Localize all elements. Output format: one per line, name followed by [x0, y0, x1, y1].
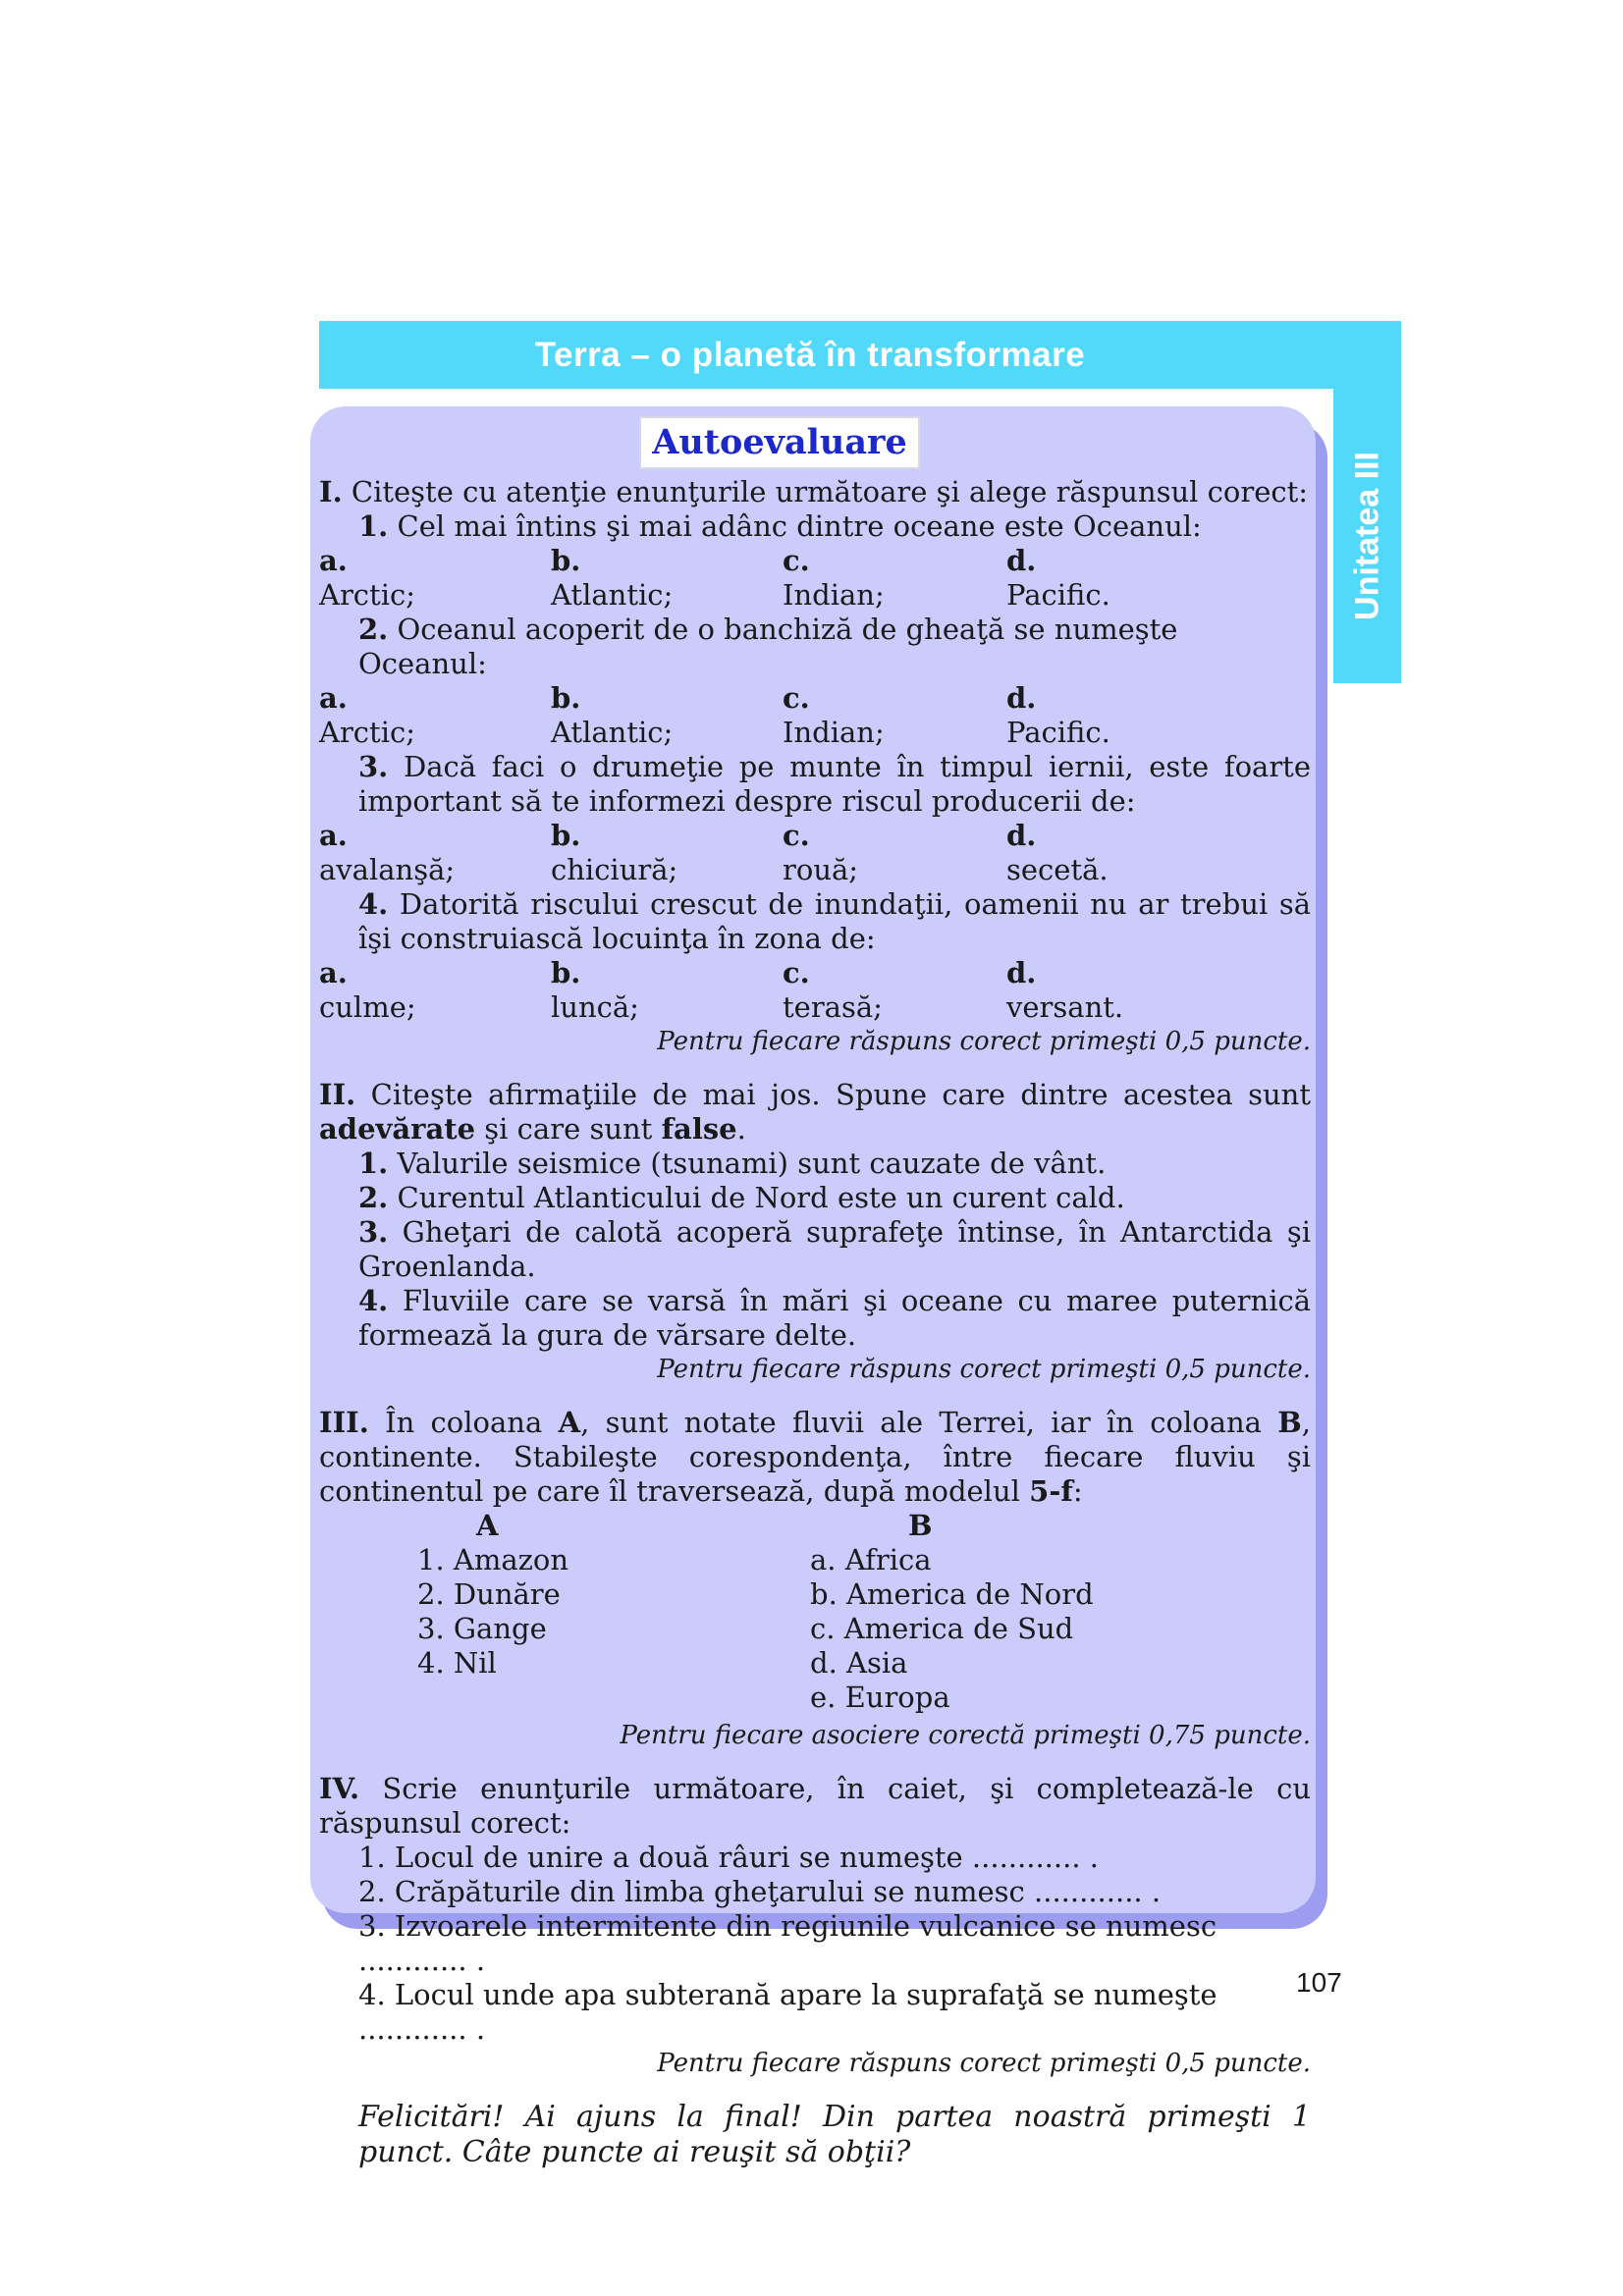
list-item: 4. Nil	[417, 1646, 497, 1680]
section-number: I.	[319, 475, 343, 508]
chapter-title: Terra – o planetă în transformare	[534, 336, 1086, 374]
option-a: a. avalanşă;	[319, 819, 456, 886]
question-number: 2.	[358, 613, 389, 646]
option-d: d. secetă.	[1006, 819, 1109, 886]
option-b: b. chiciură;	[551, 819, 678, 886]
section-number: II.	[319, 1078, 356, 1111]
question-text: Datorită riscului crescut de inundaţii, oamenii nu ar trebui să îşi construiască locuinţa în zona de:	[358, 887, 1312, 955]
statement-2: 2. Curentul Atlanticului de Nord este un curent cald.	[358, 1181, 1125, 1214]
score-note: Pentru fiecare asociere corectă primeşti 0,75 puncte.	[620, 1721, 1311, 1750]
question-1	[319, 509, 1311, 544]
keyword-false: false	[661, 1112, 737, 1146]
question-number: 4.	[358, 887, 389, 921]
options-row	[319, 956, 1311, 1025]
list-item: 2. Dunăre	[417, 1577, 561, 1611]
page-number: 107	[1296, 1967, 1342, 1998]
option-d: d. Pacific.	[1006, 544, 1110, 612]
question-text: Dacă faci o drumeţie pe munte în timpul iernii, este foarte important să te informezi despre riscul producerii de:	[358, 750, 1311, 818]
column-b-header: B	[908, 1509, 933, 1542]
fill-item-2: 2. Crăpăturile din limba gheţarului se numesc ............ .	[358, 1875, 1162, 1908]
list-item: e. Europa	[810, 1681, 950, 1714]
option-b: b. Atlantic;	[551, 544, 674, 612]
closing-message: Felicitări! Ai ajuns la final! Din partea noastră primeşti 1 punct. Câte puncte ai reuşit să obţii?	[358, 2100, 1311, 2169]
list-item: a. Africa	[810, 1543, 932, 1576]
exercise-content	[319, 475, 1311, 2170]
column-a	[417, 1509, 568, 1681]
statement-4: 4. Fluviile care se varsă în mări şi oceane cu maree puternică formează la gura de vărsare delte.	[358, 1284, 1312, 1352]
option-a: a. Arctic;	[319, 681, 415, 749]
unit-side-tab	[1333, 389, 1401, 683]
option-b: b. luncă;	[551, 956, 639, 1024]
question-text: Cel mai întins şi mai adânc dintre oceane este Oceanul:	[397, 509, 1202, 543]
section-number: III.	[319, 1406, 369, 1439]
question-4	[319, 887, 1311, 956]
question-number: 3.	[358, 750, 389, 783]
section-2-instruction: II. Citeşte afirmaţiile de mai jos. Spune care dintre acestea sunt adevărate şi care sunt false.	[319, 1078, 1312, 1146]
list-item: b. America de Nord	[810, 1577, 1094, 1611]
section-4-instruction: IV. Scrie enunţurile următoare, în caiet, şi completează-le cu răspunsul corect:	[319, 1772, 1311, 1840]
list-item: 3. Gange	[417, 1612, 547, 1645]
page-title: Autoevaluare	[639, 416, 920, 469]
option-a: a. Arctic;	[319, 544, 415, 612]
question-text: Oceanul acoperit de o banchiză de gheaţă se numeşte Oceanul:	[358, 613, 1178, 680]
section-3-instruction: III. În coloana A, sunt notate fluvii ale Terrei, iar în coloana B, continente. Stabileşte corespondenţa, între fiecare fluviu şi continentul pe care îl traversează, după modelul 5-f:	[319, 1406, 1312, 1508]
option-c: c. rouă;	[783, 819, 859, 886]
options-row	[319, 819, 1311, 887]
column-b	[810, 1509, 1094, 1715]
fill-item-1: 1. Locul de unire a două râuri se numeşte ............ .	[358, 1841, 1099, 1874]
section-number: IV.	[319, 1772, 360, 1805]
option-c: c. Indian;	[783, 681, 885, 749]
instruction-text: Citeşte cu atenţie enunţurile următoare şi alege răspunsul corect:	[351, 475, 1309, 508]
question-2	[319, 613, 1311, 681]
options-row	[319, 544, 1311, 613]
fill-item-3: 3. Izvoarele intermitente din regiunile vulcanice se numesc ............ .	[358, 1909, 1217, 1977]
score-note: Pentru fiecare răspuns corect primeşti 0,5 puncte.	[657, 1355, 1311, 1384]
option-d: d. Pacific.	[1006, 681, 1110, 749]
list-item: c. America de Sud	[810, 1612, 1074, 1645]
option-c: c. Indian;	[783, 544, 885, 612]
list-item: 1. Amazon	[417, 1543, 569, 1576]
matching-columns	[319, 1509, 1311, 1719]
statement-1: 1. Valurile seismice (tsunami) sunt cauzate de vânt.	[358, 1147, 1107, 1180]
question-3	[319, 750, 1311, 819]
score-note: Pentru fiecare răspuns corect primeşti 0,5 puncte.	[657, 2049, 1311, 2078]
option-c: c. terasă;	[783, 956, 883, 1024]
score-note: Pentru fiecare răspuns corect primeşti 0,5 puncte.	[657, 1027, 1311, 1056]
section-1-instruction	[319, 475, 1311, 509]
question-number: 1.	[358, 509, 389, 543]
list-item: d. Asia	[810, 1646, 908, 1680]
option-d: d. versant.	[1006, 956, 1124, 1024]
statement-3: 3. Gheţari de calotă acoperă suprafeţe întinse, în Antarctida şi Groenlanda.	[358, 1215, 1311, 1283]
keyword-true: adevărate	[319, 1112, 476, 1146]
option-a: a. culme;	[319, 956, 416, 1024]
fill-item-4: 4. Locul unde apa subterană apare la suprafaţă se numeşte ............ .	[358, 1978, 1217, 2046]
options-row	[319, 681, 1311, 750]
column-a-header: A	[476, 1509, 499, 1542]
option-b: b. Atlantic;	[551, 681, 674, 749]
unit-label: Unitatea III	[1348, 452, 1385, 620]
